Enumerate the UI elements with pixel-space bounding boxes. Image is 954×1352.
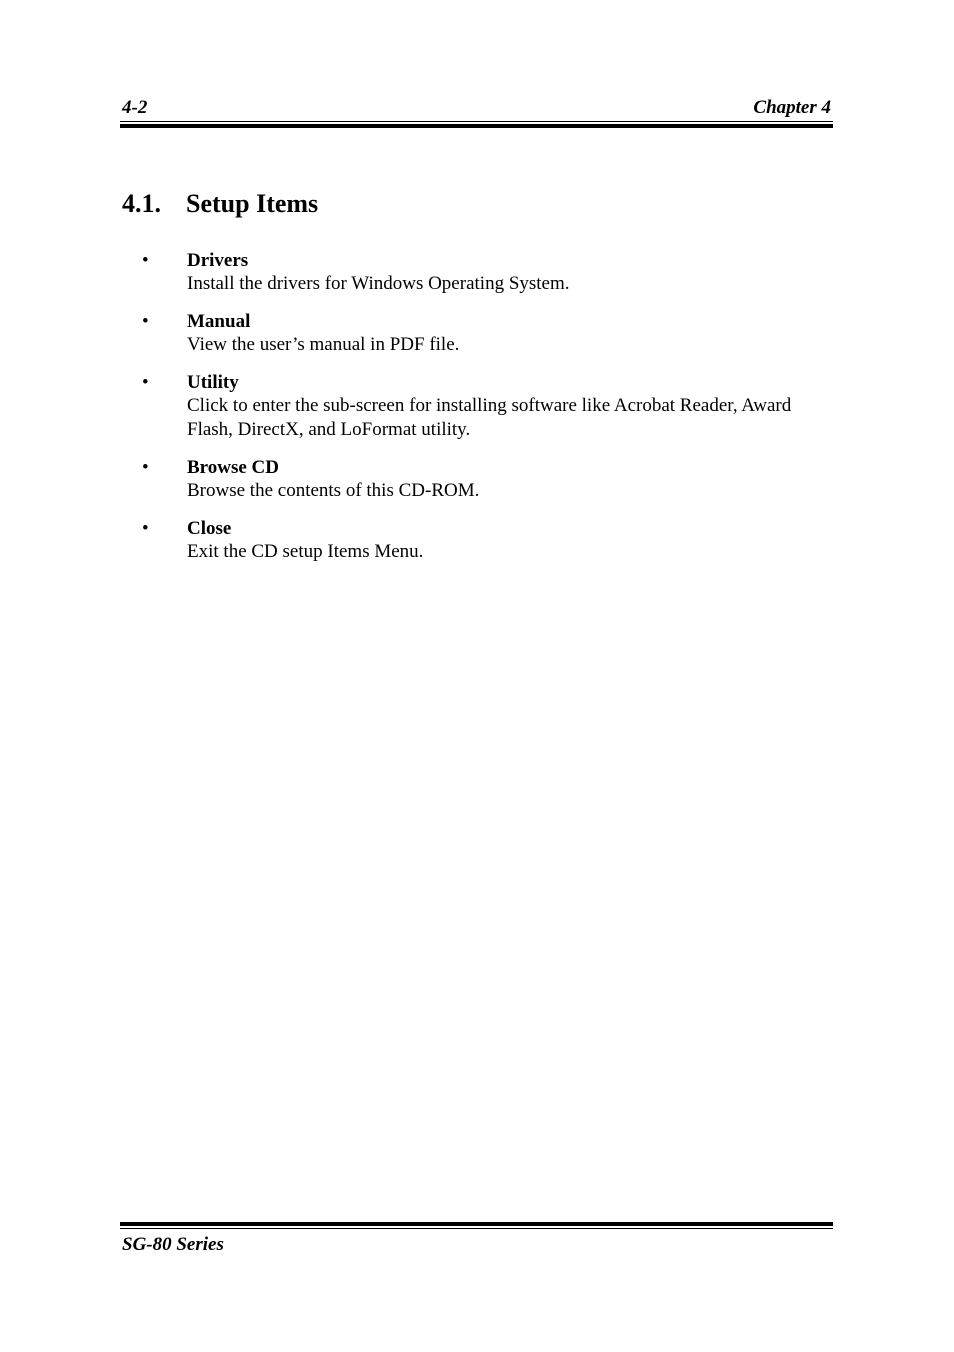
item-description: Browse the contents of this CD-ROM. (187, 480, 480, 501)
header-rule-thick (120, 124, 833, 128)
footer-series: SG-80 Series (122, 1234, 224, 1255)
list-item-utility (140, 371, 800, 442)
list-item-browse-cd (140, 456, 800, 503)
item-title: Manual (187, 311, 251, 332)
item-description: Exit the CD setup Items Menu. (187, 541, 424, 562)
item-title: Close (187, 518, 232, 539)
list-item-manual (140, 310, 800, 357)
section-heading (122, 188, 318, 220)
page-number: 4-2 (122, 97, 148, 118)
chapter-label: Chapter 4 (753, 97, 831, 118)
list-item-drivers (140, 249, 800, 296)
bullet-icon: • (142, 250, 149, 271)
item-title: Drivers (187, 250, 249, 271)
header-rule-thin (120, 121, 833, 122)
bullet-icon: • (142, 311, 149, 332)
bullet-icon: • (142, 372, 149, 393)
item-description: Click to enter the sub-screen for installing software like Acrobat Reader, Award Flash, DirectX, and LoFormat utility. (187, 395, 792, 440)
footer-rule-thin (120, 1228, 833, 1229)
footer-rule-thick (120, 1222, 833, 1226)
bullet-icon: • (142, 518, 149, 539)
item-description: View the user’s manual in PDF file. (187, 334, 460, 355)
item-title: Browse CD (187, 457, 280, 478)
section-title: Setup Items (186, 189, 319, 218)
item-description: Install the drivers for Windows Operating System. (187, 273, 570, 294)
bullet-icon: • (142, 457, 149, 478)
list-item-close (140, 517, 800, 564)
section-number: 4.1. (122, 189, 161, 218)
item-title: Utility (187, 372, 239, 393)
setup-items-list (140, 249, 800, 578)
page-header (120, 96, 833, 120)
